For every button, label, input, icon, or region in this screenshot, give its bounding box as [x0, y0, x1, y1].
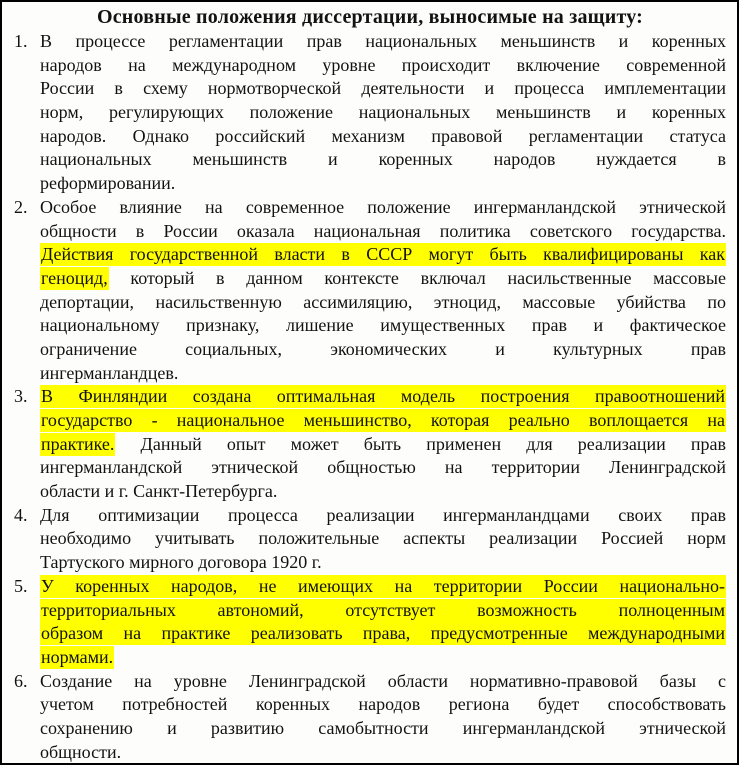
plain-text: национальному признаку, лишение имущественных прав и фактическое: [40, 315, 726, 336]
text-line: [40, 125, 726, 149]
highlighted-text: В Финляндии создана оптимальная модель построения правоотношений: [41, 386, 725, 407]
text-line: [40, 385, 726, 409]
item-number: 3.: [14, 386, 28, 407]
item-text: [40, 575, 726, 670]
plain-text: Для оптимизации процесса реализации ингерманландцами своих прав: [40, 504, 726, 525]
plain-text: Создание на уровне Ленинградской области нормативно-правовой базы с: [40, 670, 726, 691]
text-line: [40, 267, 726, 291]
text-line: [40, 693, 726, 717]
text-line: [40, 504, 726, 528]
text-line: [40, 646, 726, 670]
highlighted-text: У коренных народов, не имеющих на территории России национально-: [41, 575, 725, 596]
plain-text: общности в России оказала национальная политика советского государства.: [40, 220, 726, 241]
highlighted-text: Действия государственной власти в СССР могут быть квалифицированы как: [41, 244, 725, 265]
text-line: [40, 196, 726, 220]
text-line: [40, 670, 726, 694]
plain-text: России в схему нормотворческой деятельности и процесса имплементации: [40, 78, 726, 99]
plain-text: области и г. Санкт-Петербурга.: [40, 481, 278, 502]
highlighted-text: территориальных автономий, отсутствует возможность полноценным: [41, 599, 725, 620]
plain-text: ингерманландцев.: [40, 362, 179, 383]
item-text: [40, 30, 726, 196]
item-number: 1.: [14, 31, 28, 51]
highlighted-text: практике.: [41, 433, 115, 454]
plain-text: ограничение социальных, экономических и культурных прав: [40, 338, 726, 359]
list-item: [14, 30, 726, 196]
text-line: [40, 30, 726, 54]
item-number: 6.: [14, 670, 28, 691]
text-line: [40, 551, 726, 575]
text-line: [40, 456, 726, 480]
text-line: [40, 717, 726, 741]
plain-text: реформировании.: [40, 173, 176, 194]
plain-text: Данный опыт может быть применен для реализации прав: [115, 433, 726, 454]
text-line: [40, 480, 726, 504]
text-line: [40, 575, 726, 599]
text-line: [40, 599, 726, 623]
plain-text: Особое влияние на современное положение ингерманландской этнической: [40, 196, 726, 217]
plain-text: народов. Однако российский механизм правовой регламентации статуса: [40, 125, 726, 146]
plain-text: В процессе регламентации прав национальных меньшинств и коренных: [40, 31, 726, 51]
list-item: [14, 575, 726, 670]
plain-text: учетом потребностей коренных народов региона будет способствовать: [40, 694, 726, 715]
text-line: [40, 220, 726, 244]
highlighted-text: государство - национальное меньшинство, которая реально воплощается на: [41, 410, 725, 430]
plain-text: который в данном контексте включал насильственные массовые: [108, 267, 726, 288]
item-number: 5.: [14, 575, 28, 596]
list-item: [14, 196, 726, 386]
item-text: [40, 385, 726, 503]
page-title: Основные положения диссертации, выносимые на защиту:: [96, 6, 644, 28]
item-text: [40, 504, 726, 575]
text-line: [40, 741, 726, 765]
text-line: [40, 243, 726, 267]
highlighted-text: геноцид,: [41, 267, 108, 288]
plain-text: народов на международном уровне происходит включение современной: [40, 54, 726, 75]
text-line: [40, 362, 726, 386]
text-line: [40, 54, 726, 78]
text-line: [40, 527, 726, 551]
plain-text: Тартуского мирного договора 1920 г.: [40, 552, 322, 573]
plain-text: ингерманландской этнической общностью на территории Ленинградской: [40, 457, 726, 478]
text-line: [40, 338, 726, 362]
text-line: [40, 409, 726, 433]
item-text: [40, 196, 726, 386]
list-item: [14, 385, 726, 503]
item-number: 4.: [14, 504, 28, 525]
text-line: [40, 172, 726, 196]
text-line: [40, 101, 726, 125]
text-line: [40, 291, 726, 315]
text-line: [40, 622, 726, 646]
plain-text: необходимо учитывать положительные аспекты реализации Россией норм: [40, 528, 726, 549]
plain-text: норм, регулирующих положение национальных меньшинств и коренных: [40, 102, 726, 123]
highlighted-text: образом на практике реализовать права, предусмотренные международными: [41, 623, 725, 644]
list-item: [14, 504, 726, 575]
list-item: [14, 670, 726, 765]
text-line: [40, 148, 726, 172]
text-line: [40, 77, 726, 101]
plain-text: общности.: [40, 741, 122, 762]
thesis-list: [14, 30, 726, 764]
plain-text: национальных меньшинств и коренных народов нуждается в: [40, 149, 726, 170]
text-line: [40, 314, 726, 338]
item-number: 2.: [14, 196, 28, 217]
text-line: [40, 433, 726, 457]
highlighted-text: нормами.: [41, 646, 114, 667]
plain-text: депортации, насильственную ассимиляцию, этноцид, массовые убийства по: [40, 291, 726, 312]
item-text: [40, 670, 726, 765]
plain-text: сохранению и развитию самобытности ингерманландской этнической: [40, 717, 726, 738]
